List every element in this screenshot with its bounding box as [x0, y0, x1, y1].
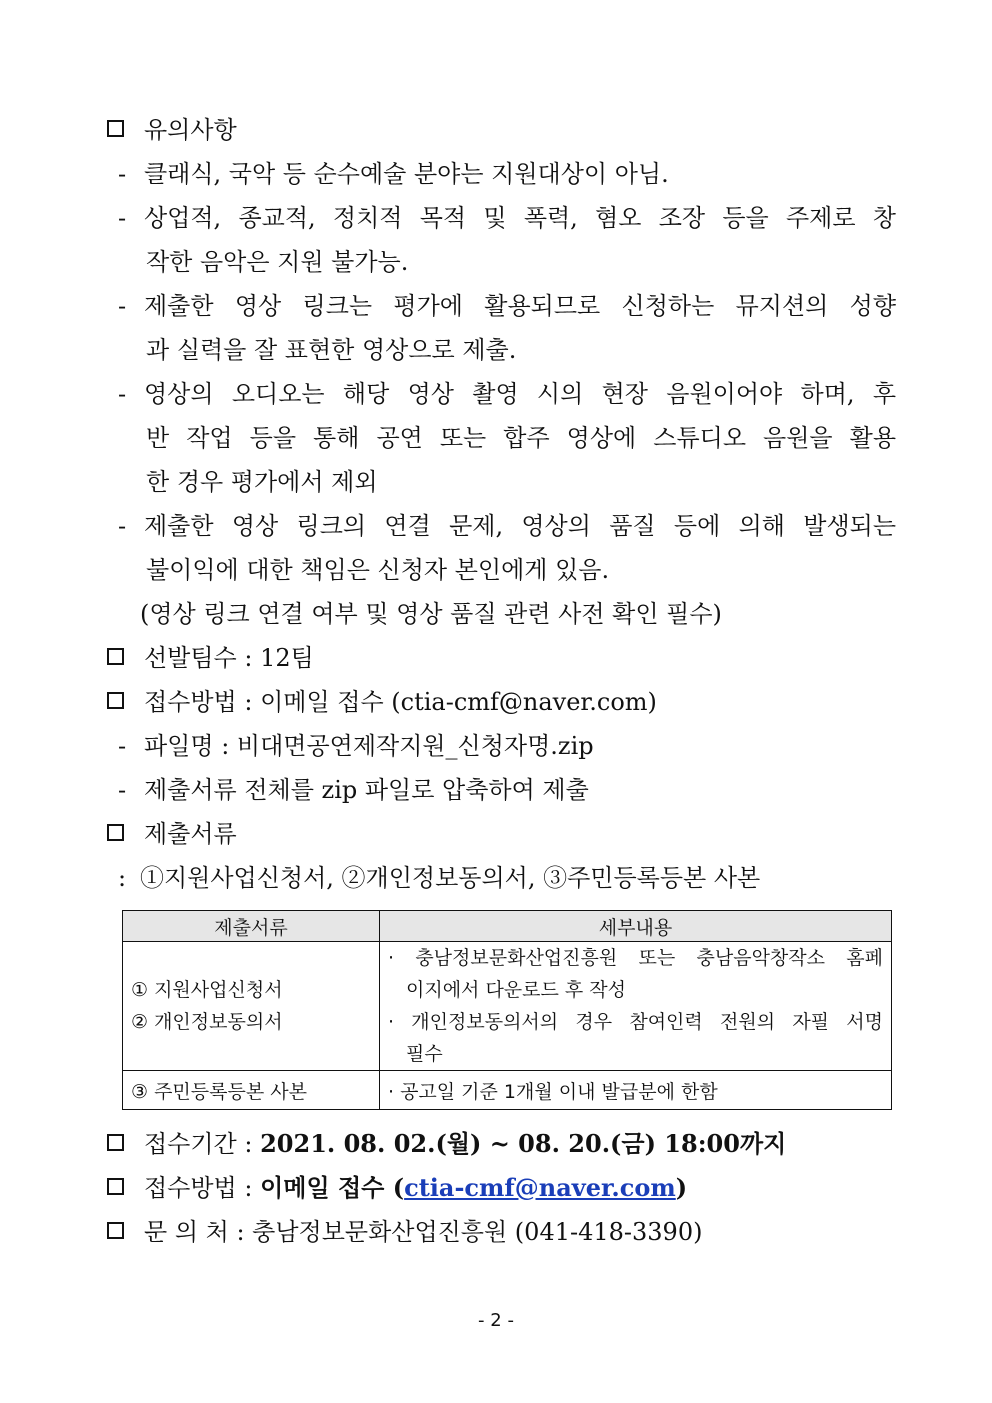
- zip-note-line: [118, 768, 992, 812]
- notes-item-3-line-1: 제출한 영상 링크는 평가에 활용되므로 신청하는 뮤지션의 성향: [144, 292, 896, 320]
- documents-table: [122, 910, 892, 1110]
- selection-label: 선발팀수: [144, 644, 237, 672]
- checkbox-square-icon: [107, 648, 124, 665]
- dash-marker: -: [118, 776, 127, 804]
- notes-item-2-cont: 작한 음악은 지원 불가능.: [146, 248, 409, 276]
- notes-item-5: [118, 504, 896, 548]
- table-header-cell: 제출서류: [123, 911, 380, 942]
- table-header-cell: 세부내용: [380, 911, 892, 942]
- method-value-suffix: ): [675, 1173, 688, 1202]
- table-cell-details: [380, 942, 892, 1071]
- dash-marker: -: [118, 732, 127, 760]
- period-line: 접수기간 : 2021. 08. 02.(월) ~ 08. 20.(금) 18:00까지: [0, 1122, 992, 1166]
- doc-item: ② 개인정보동의서: [131, 1011, 283, 1033]
- notes-item-3: [118, 284, 896, 328]
- contact-value: 충남정보문화산업진흥원 (041-418-3390): [252, 1218, 703, 1246]
- notes-item-4: [118, 372, 896, 416]
- notes-item-1-line-1: 클래식, 국악 등 순수예술 분야는 지원대상이 아님.: [144, 160, 669, 188]
- notes-heading: 유의사항: [144, 116, 237, 144]
- notes-item-5-cont-1: 불이익에 대한 책임은 신청자 본인에게 있음.: [146, 556, 610, 584]
- documents-summary-line: [118, 856, 992, 900]
- documents-summary: ①지원사업신청서, ②개인정보동의서, ③주민등록등본 사본: [140, 864, 761, 892]
- application-value: 이메일 접수 (ctia-cmf@naver.com): [260, 688, 657, 716]
- detail-line: · 개인정보동의서의 경우 참여인력 전원의 자필 서명: [388, 1011, 883, 1033]
- method-line: 접수방법 : 이메일 접수 (ctia-cmf@naver.com): [0, 1166, 992, 1210]
- email-link[interactable]: ctia-cmf@naver.com: [404, 1173, 676, 1202]
- period-value: 2021. 08. 02.(월) ~ 08. 20.(금) 18:00까지: [260, 1129, 787, 1158]
- dash-marker: -: [118, 160, 127, 188]
- contact-label: 문 의 처: [144, 1218, 229, 1246]
- checkbox-square-icon: [107, 1178, 124, 1195]
- documents-heading: 제출서류: [144, 820, 237, 848]
- dash-marker: -: [118, 204, 127, 232]
- table-cell-docs: ③ 주민등록등본 사본: [123, 1071, 380, 1110]
- notes-item-5-cont-2: (영상 링크 연결 여부 및 영상 품질 관련 사전 확인 필수): [140, 600, 722, 628]
- notes-item-4-cont-2: 한 경우 평가에서 제외: [146, 468, 378, 496]
- application-label: 접수방법: [144, 688, 237, 716]
- colon-marker: :: [118, 864, 127, 892]
- detail-line: 이지에서 다운로드 후 작성: [406, 979, 627, 1001]
- method-value-prefix: 이메일 접수 (: [260, 1173, 405, 1202]
- dash-marker: -: [118, 292, 127, 320]
- notes-section-heading: [0, 108, 992, 152]
- table-cell-details: · 공고일 기준 1개월 이내 발급분에 한함: [380, 1071, 892, 1110]
- detail-line: 필수: [406, 1043, 443, 1065]
- checkbox-square-icon: [107, 1134, 124, 1151]
- notes-item-2: [118, 196, 896, 240]
- detail-line: · 충남정보문화산업진흥원 또는 충남음악창작소 홈페: [388, 947, 883, 969]
- method-label: 접수방법: [144, 1174, 237, 1202]
- filename-label: 파일명: [144, 732, 214, 760]
- checkbox-square-icon: [107, 120, 124, 137]
- filename-line: - 파일명 : 비대면공연제작지원_신청자명.zip: [118, 724, 992, 768]
- selection-line: 선발팀수 : 12팀: [0, 636, 992, 680]
- table-row: [123, 942, 892, 1071]
- notes-item-5-line-1: 제출한 영상 링크의 연결 문제, 영상의 품질 등에 의해 발생되는: [144, 512, 896, 540]
- selection-value: 12팀: [260, 644, 314, 672]
- documents-heading-line: [0, 812, 992, 856]
- checkbox-square-icon: [107, 692, 124, 709]
- notes-item-1: [118, 152, 992, 196]
- checkbox-square-icon: [107, 824, 124, 841]
- dash-marker: -: [118, 512, 127, 540]
- table-cell-docs: [123, 942, 380, 1071]
- zip-note: 제출서류 전체를 zip 파일로 압축하여 제출: [144, 776, 589, 804]
- application-line: 접수방법 : 이메일 접수 (ctia-cmf@naver.com): [0, 680, 992, 724]
- notes-item-3-cont: 과 실력을 잘 표현한 영상으로 제출.: [146, 336, 517, 364]
- doc-item: ① 지원사업신청서: [131, 979, 283, 1001]
- checkbox-square-icon: [107, 1222, 124, 1239]
- table-header-row: [123, 911, 892, 942]
- period-label: 접수기간: [144, 1130, 237, 1158]
- page-number: - 2 -: [478, 1310, 514, 1331]
- contact-line: 문 의 처 : 충남정보문화산업진흥원 (041-418-3390): [0, 1210, 992, 1254]
- notes-item-4-line-1: 영상의 오디오는 해당 영상 촬영 시의 현장 음원이어야 하며, 후: [144, 380, 896, 408]
- dash-marker: -: [118, 380, 127, 408]
- table-row: [123, 1071, 892, 1110]
- notes-item-2-line-1: 상업적, 종교적, 정치적 목적 및 폭력, 혐오 조장 등을 주제로 창: [144, 204, 896, 232]
- notes-item-4-cont-1: 반 작업 등을 통해 공연 또는 합주 영상에 스튜디오 음원을 활용: [146, 424, 896, 452]
- filename-value: 비대면공연제작지원_신청자명.zip: [236, 732, 594, 760]
